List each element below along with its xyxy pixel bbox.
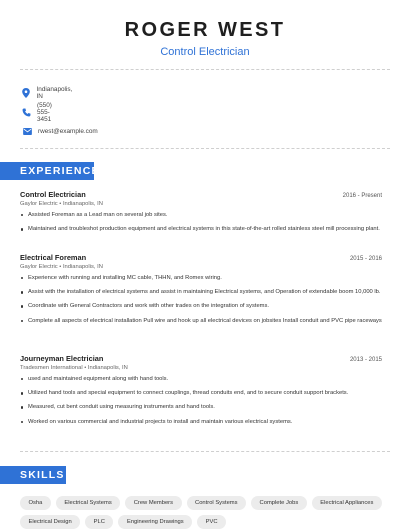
job-company: Gaylor Electric • Indianapolis, IN <box>20 264 103 270</box>
divider <box>20 451 390 452</box>
contact-phone <box>22 103 53 121</box>
bullet-item: Measured, cut bent conduit using measuring instruments and hand tools. <box>20 403 382 411</box>
bullet-item: used and maintained equipment along with hand tools. <box>20 375 382 383</box>
candidate-name: ROGER WEST <box>124 19 286 41</box>
skill-chip: Control Systems <box>187 496 247 510</box>
divider <box>20 148 390 149</box>
job-title: Control Electrician <box>20 190 86 199</box>
job-company: Tradesmen International • Indianapolis, IN <box>20 365 128 371</box>
bullet-item: Complete all aspects of electrical installation Pull wire and hook up all electrical devices on jobsites Install conduit and PVC pipe raceways <box>20 317 382 325</box>
job-company: Gaylor Electric • Indianapolis, IN <box>20 201 103 207</box>
bullet-item: Worked on various commercial and industrial projects to install and maintain various electrical systems. <box>20 418 382 426</box>
skills-heading: SKILLS <box>0 466 66 484</box>
job-entry <box>20 253 382 331</box>
skill-chip: PLC <box>85 515 113 529</box>
bullet-item: Assist with the installation of electrical systems and assist in maintaining Electrical systems, and Operation of extendable boom 10,000 lb. <box>20 288 382 296</box>
experience-heading: EXPERIENCE <box>0 162 94 180</box>
job-bullets <box>20 375 382 426</box>
job-entry <box>20 354 382 432</box>
phone-icon <box>22 107 31 117</box>
resume-header <box>0 0 410 59</box>
skill-chip: Electrical Appliances <box>312 496 382 510</box>
location-text: Indianapolis, IN <box>36 86 73 100</box>
email-text: rwest@example.com <box>38 127 98 135</box>
phone-text: (550) 555-3451 <box>37 101 52 123</box>
bullet-item: Maintained and troubleshot production equipment and electrical systems in this state-of-the-art rolled stainless steel mill processing plant. <box>20 225 382 233</box>
contact-location <box>22 84 74 102</box>
job-title: Journeyman Electrician <box>20 354 104 363</box>
job-bullets <box>20 211 382 233</box>
skill-chip: Electrical Systems <box>56 496 120 510</box>
skill-chip: Osha <box>20 496 51 510</box>
job-dates: 2013 - 2015 <box>349 357 382 363</box>
candidate-title: Control Electrician <box>160 46 250 58</box>
skill-chip: PVC <box>197 515 226 529</box>
job-dates: 2015 - 2016 <box>349 256 382 262</box>
job-entry <box>20 190 382 239</box>
skill-chip: Engineering Drawings <box>118 515 192 529</box>
divider <box>20 69 390 70</box>
job-title: Electrical Foreman <box>20 253 87 262</box>
job-dates: 2016 - Present <box>342 193 382 199</box>
bullet-item: Assisted Foreman as a Lead man on several job sites. <box>20 211 382 219</box>
location-pin-icon <box>22 88 30 98</box>
contact-email <box>22 122 98 140</box>
job-bullets <box>20 274 382 325</box>
skills-list <box>20 496 395 529</box>
bullet-item: Coordinate with General Contractors and work with other trades on the integration of systems. <box>20 302 382 310</box>
envelope-icon <box>22 126 32 136</box>
skill-chip: Electrical Design <box>20 515 80 529</box>
skill-chip: Crew Members <box>125 496 181 510</box>
bullet-item: Experience with running and installing MC cable, THHN, and Romex wiring. <box>20 274 382 282</box>
bullet-item: Utilized hand tools and special equipment to connect couplings, thread conduits end, and to secure conduit support brackets. <box>20 389 382 397</box>
skill-chip: Complete Jobs <box>251 496 307 510</box>
